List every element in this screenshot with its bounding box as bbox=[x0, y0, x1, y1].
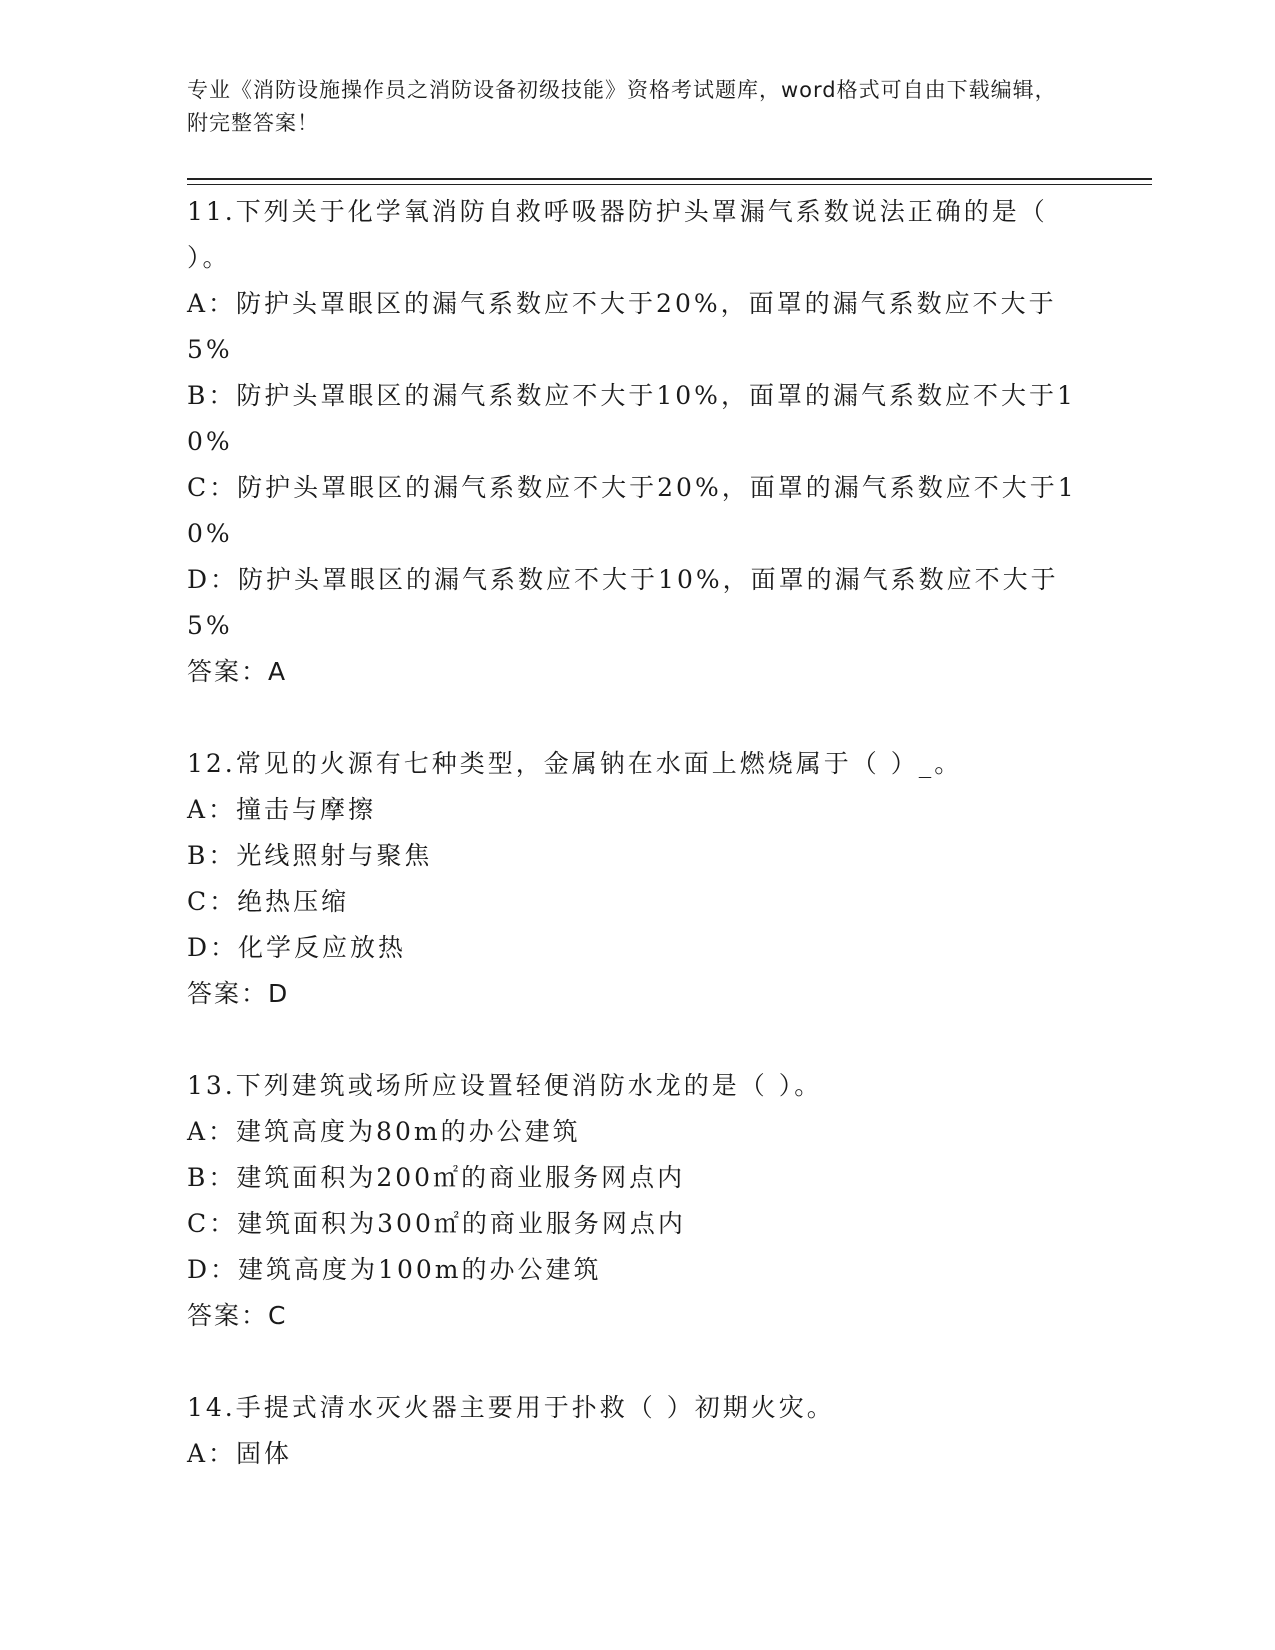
option-d: D：防护头罩眼区的漏气系数应不大于10%，面罩的漏气系数应不大于5% bbox=[187, 565, 1059, 640]
header-divider-thin bbox=[187, 184, 1152, 185]
question-stem: 14.手提式清水灭火器主要用于扑救（ ）初期火灾。 bbox=[187, 1393, 835, 1422]
question-12 bbox=[187, 741, 1077, 1017]
question-stem: 11.下列关于化学氧消防自救呼吸器防护头罩漏气系数说法正确的是（ ）。 bbox=[187, 197, 1048, 272]
header-divider-thick bbox=[187, 178, 1152, 180]
option-b: B：建筑面积为200㎡的商业服务网点内 bbox=[187, 1163, 686, 1192]
option-d: D：化学反应放热 bbox=[187, 933, 407, 962]
option-c: C：建筑面积为300㎡的商业服务网点内 bbox=[187, 1209, 686, 1238]
question-list bbox=[187, 189, 1077, 1523]
question-stem: 12.常见的火源有七种类型，金属钠在水面上燃烧属于（ ）_。 bbox=[187, 749, 963, 778]
option-a: A：撞击与摩擦 bbox=[187, 795, 377, 824]
question-stem: 13.下列建筑或场所应设置轻便消防水龙的是（ ）。 bbox=[187, 1071, 823, 1100]
option-b: B：光线照射与聚焦 bbox=[187, 841, 433, 870]
answer-label: 答案：A bbox=[187, 657, 288, 686]
question-11 bbox=[187, 189, 1077, 695]
answer-label: 答案：C bbox=[187, 1301, 288, 1330]
option-a: A：固体 bbox=[187, 1439, 293, 1468]
option-c: C：防护头罩眼区的漏气系数应不大于20%，面罩的漏气系数应不大于10% bbox=[187, 473, 1077, 548]
question-13 bbox=[187, 1063, 1077, 1339]
option-a: A：防护头罩眼区的漏气系数应不大于20%，面罩的漏气系数应不大于5% bbox=[187, 289, 1057, 364]
option-c: C：绝热压缩 bbox=[187, 887, 350, 916]
answer-label: 答案：D bbox=[187, 979, 290, 1008]
option-a: A：建筑高度为80m的办公建筑 bbox=[187, 1117, 581, 1146]
document-header: 专业《消防设施操作员之消防设备初级技能》资格考试题库，word格式可自由下载编辑，附完整答案！ bbox=[187, 78, 1057, 135]
option-d: D：建筑高度为100m的办公建筑 bbox=[187, 1255, 602, 1284]
question-14 bbox=[187, 1385, 1077, 1477]
option-b: B：防护头罩眼区的漏气系数应不大于10%，面罩的漏气系数应不大于10% bbox=[187, 381, 1076, 456]
